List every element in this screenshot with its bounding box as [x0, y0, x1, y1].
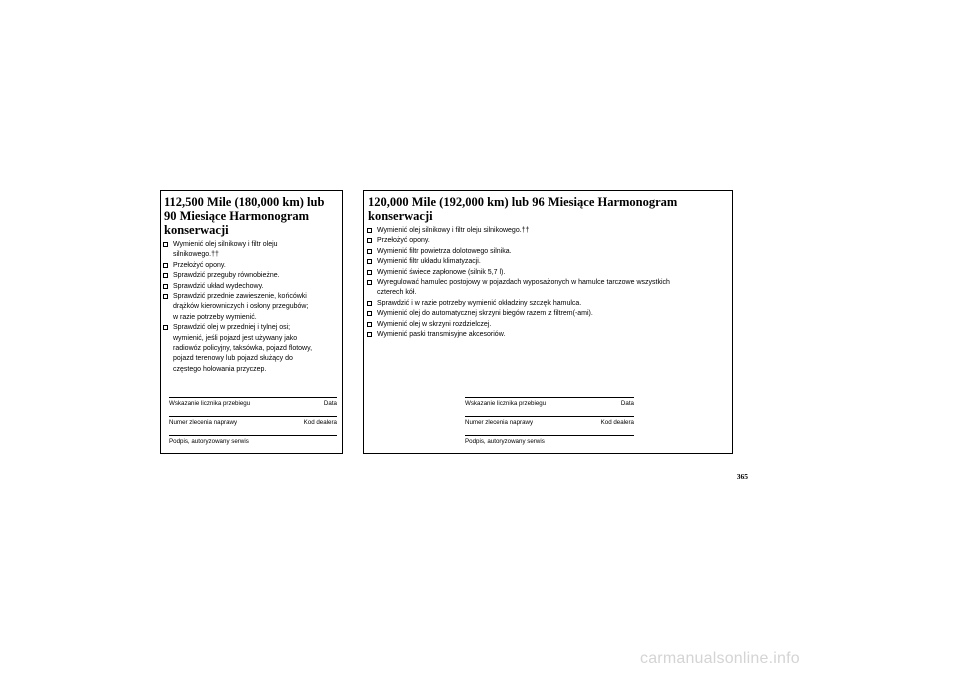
repair-order-label: Numer zlecenia naprawy: [169, 419, 238, 426]
repair-order-line[interactable]: [465, 416, 634, 428]
checkbox-icon[interactable]: [367, 301, 372, 306]
checkbox-icon[interactable]: [163, 263, 168, 268]
item-text: czterech kół.: [377, 289, 417, 297]
checklist: [163, 240, 340, 375]
repair-order-label: Numer zlecenia naprawy: [465, 419, 534, 426]
item-text: Sprawdzić olej w przedniej i tylnej osi;: [173, 324, 291, 332]
odometer-label: Wskazanie licznika przebiegu: [465, 400, 547, 407]
checklist-item: [163, 323, 340, 375]
checklist-item: [367, 320, 729, 330]
checkbox-icon[interactable]: [367, 270, 372, 275]
item-text: wymienić, jeśli pojazd jest używany jako: [173, 334, 298, 342]
checkbox-icon[interactable]: [367, 332, 372, 337]
checkbox-icon[interactable]: [367, 322, 372, 327]
checklist-item: [367, 226, 729, 236]
dealer-signature-line[interactable]: [465, 435, 634, 447]
title-line: 120,000 Mile (192,000 km) lub 96 Miesiące Harmonogram: [368, 195, 678, 209]
checkbox-icon[interactable]: [163, 284, 168, 289]
page-number: 365: [736, 472, 748, 481]
checkbox-icon[interactable]: [163, 294, 168, 299]
dealer-code-label: Kod dealera: [303, 419, 337, 426]
checklist-item: [367, 278, 729, 299]
checkbox-icon[interactable]: [367, 238, 372, 243]
checklist-item: [163, 282, 340, 292]
checkbox-icon[interactable]: [367, 228, 372, 233]
item-text: Sprawdzić przeguby równobieżne.: [173, 272, 280, 280]
item-text: Wymienić olej silnikowy i filtr oleju: [173, 241, 278, 248]
checklist-item: [163, 271, 340, 281]
item-text: Wymienić filtr powietrza dolotowego silnika.: [377, 247, 512, 255]
checklist-item: [367, 330, 729, 340]
maintenance-box-120000: [363, 190, 733, 454]
odometer-date-line[interactable]: [465, 397, 634, 409]
item-text: w razie potrzeby wymienić.: [173, 313, 257, 321]
checklist: [367, 226, 729, 340]
item-text: Wymienić olej w skrzyni rozdzielczej.: [377, 320, 492, 328]
checklist-item: [163, 261, 340, 271]
dealer-signature-label: Podpis, autoryzowany serwis: [169, 438, 249, 445]
item-text: Przełożyć opony.: [377, 237, 430, 245]
section-title: [368, 195, 728, 223]
dealer-code-label: Kod dealera: [600, 419, 634, 426]
dealer-signature-line[interactable]: [169, 435, 337, 447]
checklist-item: [163, 292, 340, 323]
checklist-item: [367, 299, 729, 309]
dealer-signature-label: Podpis, autoryzowany serwis: [465, 438, 545, 445]
repair-order-line[interactable]: [169, 416, 337, 428]
checkbox-icon[interactable]: [163, 273, 168, 278]
checklist-item: [163, 240, 340, 261]
checkbox-icon[interactable]: [367, 259, 372, 264]
checklist-item: [367, 268, 729, 278]
item-text: Sprawdzić układ wydechowy.: [173, 282, 264, 290]
title-line: konserwacji: [368, 209, 433, 223]
odometer-label: Wskazanie licznika przebiegu: [169, 400, 251, 407]
watermark: carmanualsonline.info: [640, 650, 800, 667]
item-text: częstego holowania przyczep.: [173, 365, 267, 373]
odometer-date-line[interactable]: [169, 397, 337, 409]
item-text: Wyregulować hamulec postojowy w pojazdach wyposażonych w hamulce tarczowe wszystkich: [377, 279, 670, 287]
item-text: Sprawdzić i w razie potrzeby wymienić okładziny szczęk hamulca.: [377, 299, 582, 307]
section-title: [164, 195, 339, 237]
item-text: Wymienić olej silnikowy i filtr oleju silnikowego.††: [377, 227, 530, 234]
checkbox-icon[interactable]: [163, 242, 168, 247]
checklist-item: [367, 236, 729, 246]
item-text: drążków kierowniczych i osłony przegubów;: [173, 303, 309, 311]
item-text: Przełożyć opony.: [173, 261, 226, 269]
item-text: Wymienić filtr układu klimatyzacji.: [377, 258, 481, 266]
date-label: Data: [620, 400, 634, 407]
item-text: pojazd terenowy lub pojazd służący do: [173, 355, 293, 363]
item-text: Wymienić paski transmisyjne akcesoriów.: [377, 331, 506, 339]
checkbox-icon[interactable]: [367, 249, 372, 254]
maintenance-box-112500: [160, 190, 343, 454]
checkbox-icon[interactable]: [163, 325, 168, 330]
item-text: Sprawdzić przednie zawieszenie, końcówki: [173, 293, 307, 301]
title-line: 112,500 Mile (180,000 km) lub: [164, 195, 325, 209]
item-text: radiowóz policyjny, taksówka, pojazd flotowy,: [173, 345, 313, 353]
item-text: Wymienić świece zapłonowe (silnik 5,7 l).: [377, 268, 506, 276]
item-text: Wymienić olej do automatycznej skrzyni biegów razem z filtrem(-ami).: [377, 310, 593, 318]
title-line: konserwacji: [164, 223, 229, 237]
checkbox-icon[interactable]: [367, 311, 372, 316]
item-text: silnikowego.††: [173, 251, 219, 259]
checklist-item: [367, 247, 729, 257]
date-label: Data: [323, 400, 337, 407]
checkbox-icon[interactable]: [367, 280, 372, 285]
title-line: 90 Miesiące Harmonogram: [164, 209, 310, 223]
checklist-item: [367, 309, 729, 319]
checklist-item: [367, 257, 729, 267]
